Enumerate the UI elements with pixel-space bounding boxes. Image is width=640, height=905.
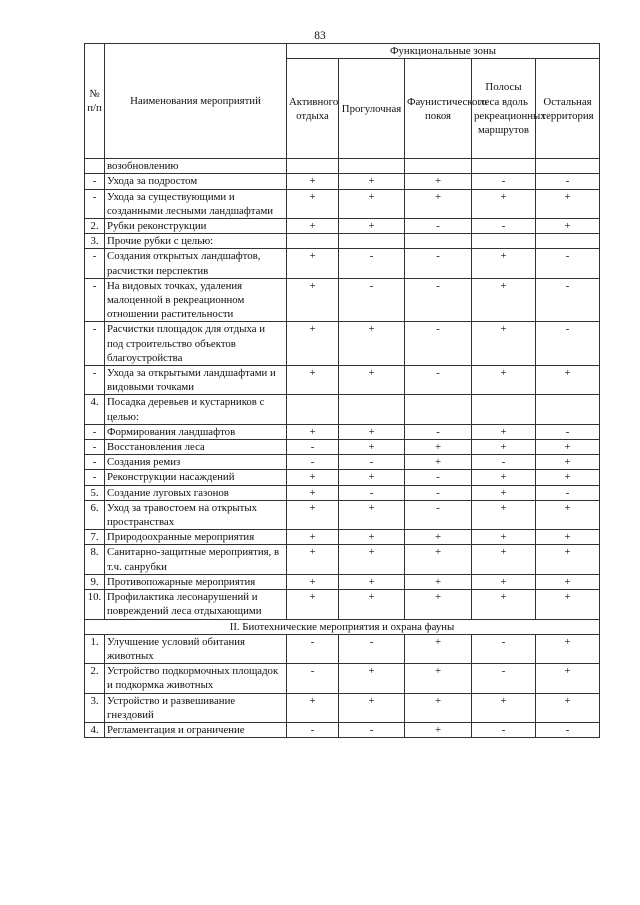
zone-mark: + (339, 366, 405, 395)
row-number: - (85, 366, 105, 395)
row-number: - (85, 174, 105, 189)
zone-mark: - (472, 634, 536, 663)
zone-mark: + (287, 500, 339, 529)
row-number: - (85, 322, 105, 366)
zone-mark: - (405, 485, 472, 500)
zone-mark: + (536, 455, 600, 470)
zone-mark: + (287, 693, 339, 722)
header-zone-5: Остальная территория (536, 59, 600, 159)
row-number: 3. (85, 693, 105, 722)
zone-mark: + (472, 574, 536, 589)
zone-mark: + (405, 189, 472, 218)
row-number: 4. (85, 722, 105, 737)
table-row (85, 664, 600, 693)
zone-mark: + (472, 500, 536, 529)
row-number: - (85, 249, 105, 278)
table-row (85, 278, 600, 322)
table-row (85, 249, 600, 278)
zone-mark: - (472, 722, 536, 737)
zone-mark: + (405, 574, 472, 589)
zone-mark (339, 159, 405, 174)
measures-table (84, 43, 600, 738)
zone-mark: - (339, 634, 405, 663)
measure-name: На видовых точках, удаления малоценной в рекреационном отношении растительности (105, 278, 287, 322)
zone-mark: - (405, 424, 472, 439)
zone-mark: + (339, 664, 405, 693)
measure-name: Восстановления леса (105, 440, 287, 455)
zone-mark: - (472, 455, 536, 470)
table-row (85, 590, 600, 619)
zone-mark: + (536, 545, 600, 574)
zone-mark: - (536, 322, 600, 366)
zone-mark: + (405, 545, 472, 574)
zone-mark: - (287, 664, 339, 693)
zone-mark: + (287, 590, 339, 619)
zone-mark: - (405, 366, 472, 395)
zone-mark: + (339, 500, 405, 529)
zone-mark: + (472, 322, 536, 366)
zone-mark: - (287, 455, 339, 470)
measure-name: Ухода за подростом (105, 174, 287, 189)
table-row (85, 470, 600, 485)
zone-mark: + (405, 664, 472, 693)
zone-mark: - (405, 249, 472, 278)
zone-mark: - (536, 249, 600, 278)
zone-mark: + (472, 249, 536, 278)
zone-mark: - (339, 455, 405, 470)
zone-mark: - (472, 664, 536, 693)
zone-mark (405, 395, 472, 424)
zone-mark: + (472, 693, 536, 722)
row-number: - (85, 440, 105, 455)
zone-mark: + (339, 174, 405, 189)
zone-mark: + (405, 440, 472, 455)
table-row (85, 545, 600, 574)
table-row (85, 219, 600, 234)
zone-mark (405, 234, 472, 249)
zone-mark: + (339, 693, 405, 722)
header-name: Наименования мероприятий (105, 44, 287, 159)
zone-mark: + (287, 470, 339, 485)
zone-mark: + (339, 189, 405, 218)
measure-name: Ухода за открытыми ландшафтами и видовыми точками (105, 366, 287, 395)
zone-mark (472, 159, 536, 174)
zone-mark: + (287, 424, 339, 439)
table-row (85, 722, 600, 737)
table-row (85, 485, 600, 500)
zone-mark: + (536, 530, 600, 545)
measure-name: Формирования ландшафтов (105, 424, 287, 439)
zone-mark: + (472, 470, 536, 485)
zone-mark: + (472, 440, 536, 455)
zone-mark: + (536, 634, 600, 663)
table-row (85, 500, 600, 529)
measure-name: Устройство подкормочных площадок и подкормка животных (105, 664, 287, 693)
zone-mark: + (472, 278, 536, 322)
zone-mark: + (405, 530, 472, 545)
measure-name: Реконструкции насаждений (105, 470, 287, 485)
zone-mark: + (536, 440, 600, 455)
zone-mark: + (536, 366, 600, 395)
zone-mark: + (472, 485, 536, 500)
zone-mark: + (536, 470, 600, 485)
zone-mark: + (472, 530, 536, 545)
zone-mark: + (536, 664, 600, 693)
zone-mark (339, 395, 405, 424)
section-title: II. Биотехнические мероприятия и охрана фауны (85, 619, 600, 634)
zone-mark: + (536, 590, 600, 619)
section-row (85, 619, 600, 634)
measure-name: Природоохранные мероприятия (105, 530, 287, 545)
header-zone-3: Фаунистического покоя (405, 59, 472, 159)
row-number: 10. (85, 590, 105, 619)
table-row (85, 322, 600, 366)
table-body (85, 159, 600, 738)
zone-mark: + (287, 485, 339, 500)
table-row (85, 159, 600, 174)
measure-name: Улучшение условий обитания животных (105, 634, 287, 663)
measure-name: Профилактика лесонарушений и повреждений леса отдыхающими (105, 590, 287, 619)
zone-mark: - (287, 634, 339, 663)
zone-mark: + (472, 189, 536, 218)
table-row (85, 234, 600, 249)
zone-mark: - (536, 174, 600, 189)
row-number: - (85, 189, 105, 218)
zone-mark (536, 234, 600, 249)
zone-mark: - (339, 722, 405, 737)
row-number: 2. (85, 219, 105, 234)
zone-mark: - (405, 322, 472, 366)
zone-mark (472, 234, 536, 249)
measure-name: Санитарно-защитные мероприятия, в т.ч. санрубки (105, 545, 287, 574)
table-row (85, 634, 600, 663)
table-row (85, 455, 600, 470)
row-number: 7. (85, 530, 105, 545)
zone-mark: + (287, 219, 339, 234)
zone-mark: + (536, 500, 600, 529)
zone-mark (536, 395, 600, 424)
table-row (85, 424, 600, 439)
row-number: 6. (85, 500, 105, 529)
zone-mark: + (536, 219, 600, 234)
zone-mark: + (287, 574, 339, 589)
zone-mark: + (405, 455, 472, 470)
measure-name: Регламентация и ограничение (105, 722, 287, 737)
zone-mark: - (472, 219, 536, 234)
zone-mark: - (405, 470, 472, 485)
zone-mark: + (287, 366, 339, 395)
zone-mark: + (536, 574, 600, 589)
zone-mark: + (339, 590, 405, 619)
zone-mark: - (339, 485, 405, 500)
zone-mark: + (536, 189, 600, 218)
zone-mark (339, 234, 405, 249)
table-row (85, 395, 600, 424)
zone-mark: + (339, 219, 405, 234)
zone-mark: + (339, 574, 405, 589)
measure-name: Расчистки площадок для отдыха и под строительство объектов благоустройства (105, 322, 287, 366)
zone-mark: - (536, 424, 600, 439)
table-row (85, 574, 600, 589)
row-number: 9. (85, 574, 105, 589)
row-number: 5. (85, 485, 105, 500)
zone-mark: + (287, 530, 339, 545)
measure-name: Противопожарные мероприятия (105, 574, 287, 589)
zone-mark: - (287, 440, 339, 455)
row-number: 2. (85, 664, 105, 693)
zone-mark: + (472, 424, 536, 439)
measure-name: Посадка деревьев и кустарников с целью: (105, 395, 287, 424)
zone-mark: + (339, 530, 405, 545)
table-row (85, 530, 600, 545)
row-number: - (85, 278, 105, 322)
zone-mark (287, 159, 339, 174)
row-number: - (85, 424, 105, 439)
zone-mark (472, 395, 536, 424)
zone-mark: + (472, 366, 536, 395)
row-number: - (85, 470, 105, 485)
zone-mark: - (405, 278, 472, 322)
table-row (85, 366, 600, 395)
zone-mark: + (405, 693, 472, 722)
zone-mark: + (536, 693, 600, 722)
row-number (85, 159, 105, 174)
row-number: 1. (85, 634, 105, 663)
zone-mark: + (287, 189, 339, 218)
table-row (85, 693, 600, 722)
measure-name: Рубки реконструкции (105, 219, 287, 234)
zone-mark: + (405, 634, 472, 663)
zone-mark: - (536, 485, 600, 500)
zone-mark: + (287, 278, 339, 322)
row-number: - (85, 455, 105, 470)
measure-name: Создания ремиз (105, 455, 287, 470)
table-row (85, 174, 600, 189)
measure-name: Создание луговых газонов (105, 485, 287, 500)
measure-name: возобновлению (105, 159, 287, 174)
table-row (85, 440, 600, 455)
header-num: № п/п (85, 44, 105, 159)
row-number: 8. (85, 545, 105, 574)
measure-name: Прочие рубки с целью: (105, 234, 287, 249)
zone-mark: - (405, 500, 472, 529)
zone-mark: - (536, 278, 600, 322)
zone-mark: + (287, 545, 339, 574)
zone-mark: - (405, 219, 472, 234)
zone-mark: - (287, 722, 339, 737)
table-row (85, 189, 600, 218)
header-zone-1: Активного отдыха (287, 59, 339, 159)
zone-mark: + (287, 174, 339, 189)
zone-mark: - (536, 722, 600, 737)
zone-mark: + (339, 545, 405, 574)
zone-mark: + (472, 545, 536, 574)
zone-mark: - (339, 249, 405, 278)
zone-mark: + (472, 590, 536, 619)
zone-mark: + (287, 322, 339, 366)
zone-mark: + (339, 322, 405, 366)
zone-mark: + (405, 590, 472, 619)
zone-mark: + (339, 440, 405, 455)
zone-mark: - (339, 278, 405, 322)
header-zone-4: Полосы леса вдоль рекреационных маршрутов (472, 59, 536, 159)
measure-name: Ухода за существующими и созданными лесными ландшафтами (105, 189, 287, 218)
row-number: 3. (85, 234, 105, 249)
zone-mark (536, 159, 600, 174)
measure-name: Устройство и развешивание гнездовий (105, 693, 287, 722)
zone-mark (405, 159, 472, 174)
zone-mark: + (405, 174, 472, 189)
zone-mark (287, 395, 339, 424)
zone-mark: - (472, 174, 536, 189)
measure-name: Создания открытых ландшафтов, расчистки перспектив (105, 249, 287, 278)
measure-name: Уход за травостоем на открытых пространствах (105, 500, 287, 529)
zone-mark: + (339, 424, 405, 439)
zone-mark: + (287, 249, 339, 278)
zone-mark: + (339, 470, 405, 485)
row-number: 4. (85, 395, 105, 424)
header-zones-title: Функциональные зоны (287, 44, 600, 59)
zone-mark: + (405, 722, 472, 737)
page-number: 83 (314, 30, 326, 42)
zone-mark (287, 234, 339, 249)
header-zone-2: Прогулочная (339, 59, 405, 159)
